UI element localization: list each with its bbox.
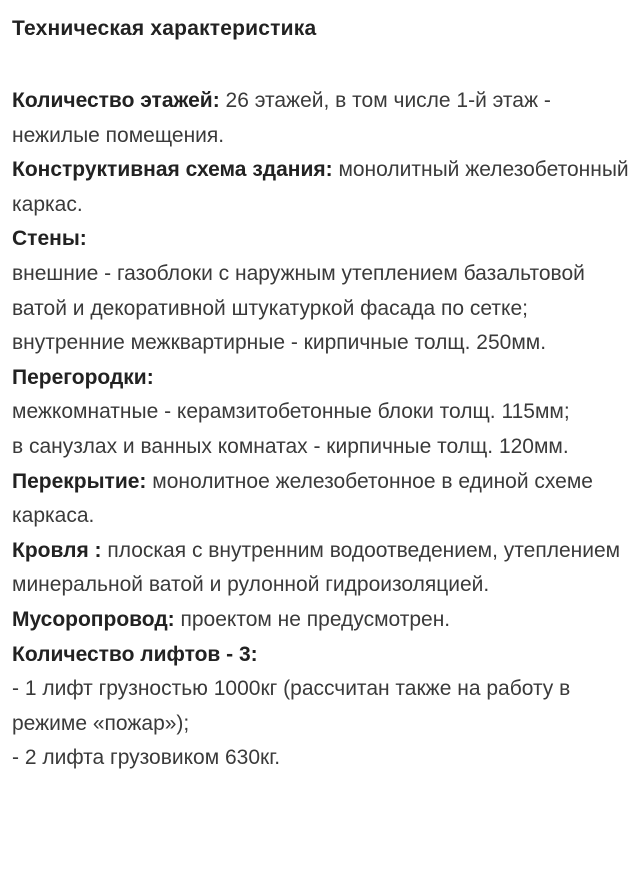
- partitions-label: Перегородки:: [12, 365, 154, 389]
- floors-paragraph: [12, 84, 640, 153]
- roof-text: плоская с внутренним водоотведением, утеплением минеральной ватой и рулонной гидроизоляцией.: [12, 538, 621, 597]
- partitions-heading: [12, 361, 640, 396]
- walls-internal: внутренние межквартирные - кирпичные толщ. 250мм.: [12, 331, 547, 355]
- floors-text: 26 этажей, в том числе 1-й этаж - нежилые помещения.: [12, 89, 551, 147]
- walls-external: внешние - газоблоки с наружным утеплением базальтовой ватой и декоративной штукатуркой фасада по сетке;: [12, 261, 585, 320]
- document-title: Техническая характеристика: [12, 17, 317, 40]
- walls-label: Стены:: [12, 227, 87, 251]
- garbage-label: Мусоропровод:: [12, 607, 175, 631]
- partitions-rooms: межкомнатные - керамзитобетонные блоки толщ. 115мм;: [12, 400, 570, 424]
- elevator-item-2: - 2 лифта грузовиком 630кг.: [12, 746, 281, 770]
- structure-paragraph: [12, 153, 640, 222]
- garbage-text: проектом не предусмотрен.: [174, 607, 451, 631]
- slab-text: монолитное железобетонное в единой схеме каркаса.: [12, 469, 593, 528]
- elevator-item-1: - 1 лифт грузностью 1000кг (рассчитан также на работу в режиме «пожар»);: [12, 677, 571, 735]
- partitions-bathrooms: в санузлах и ванных комнатах - кирпичные толщ. 120мм.: [12, 434, 569, 458]
- roof-paragraph: [12, 534, 640, 603]
- slab-paragraph: [12, 465, 640, 534]
- floors-label: Количество этажей:: [12, 89, 220, 112]
- slab-label: Перекрытие:: [12, 469, 147, 493]
- elevators-heading: [12, 638, 640, 673]
- elevators-label: Количество лифтов - 3:: [12, 642, 258, 666]
- garbage-paragraph: [12, 603, 640, 638]
- roof-label: Кровля :: [12, 538, 102, 562]
- spec-document: [12, 14, 640, 776]
- structure-text: монолитный железобетонный каркас.: [12, 158, 629, 216]
- walls-heading: [12, 222, 640, 257]
- structure-label: Конструктивная схема здания:: [12, 158, 333, 182]
